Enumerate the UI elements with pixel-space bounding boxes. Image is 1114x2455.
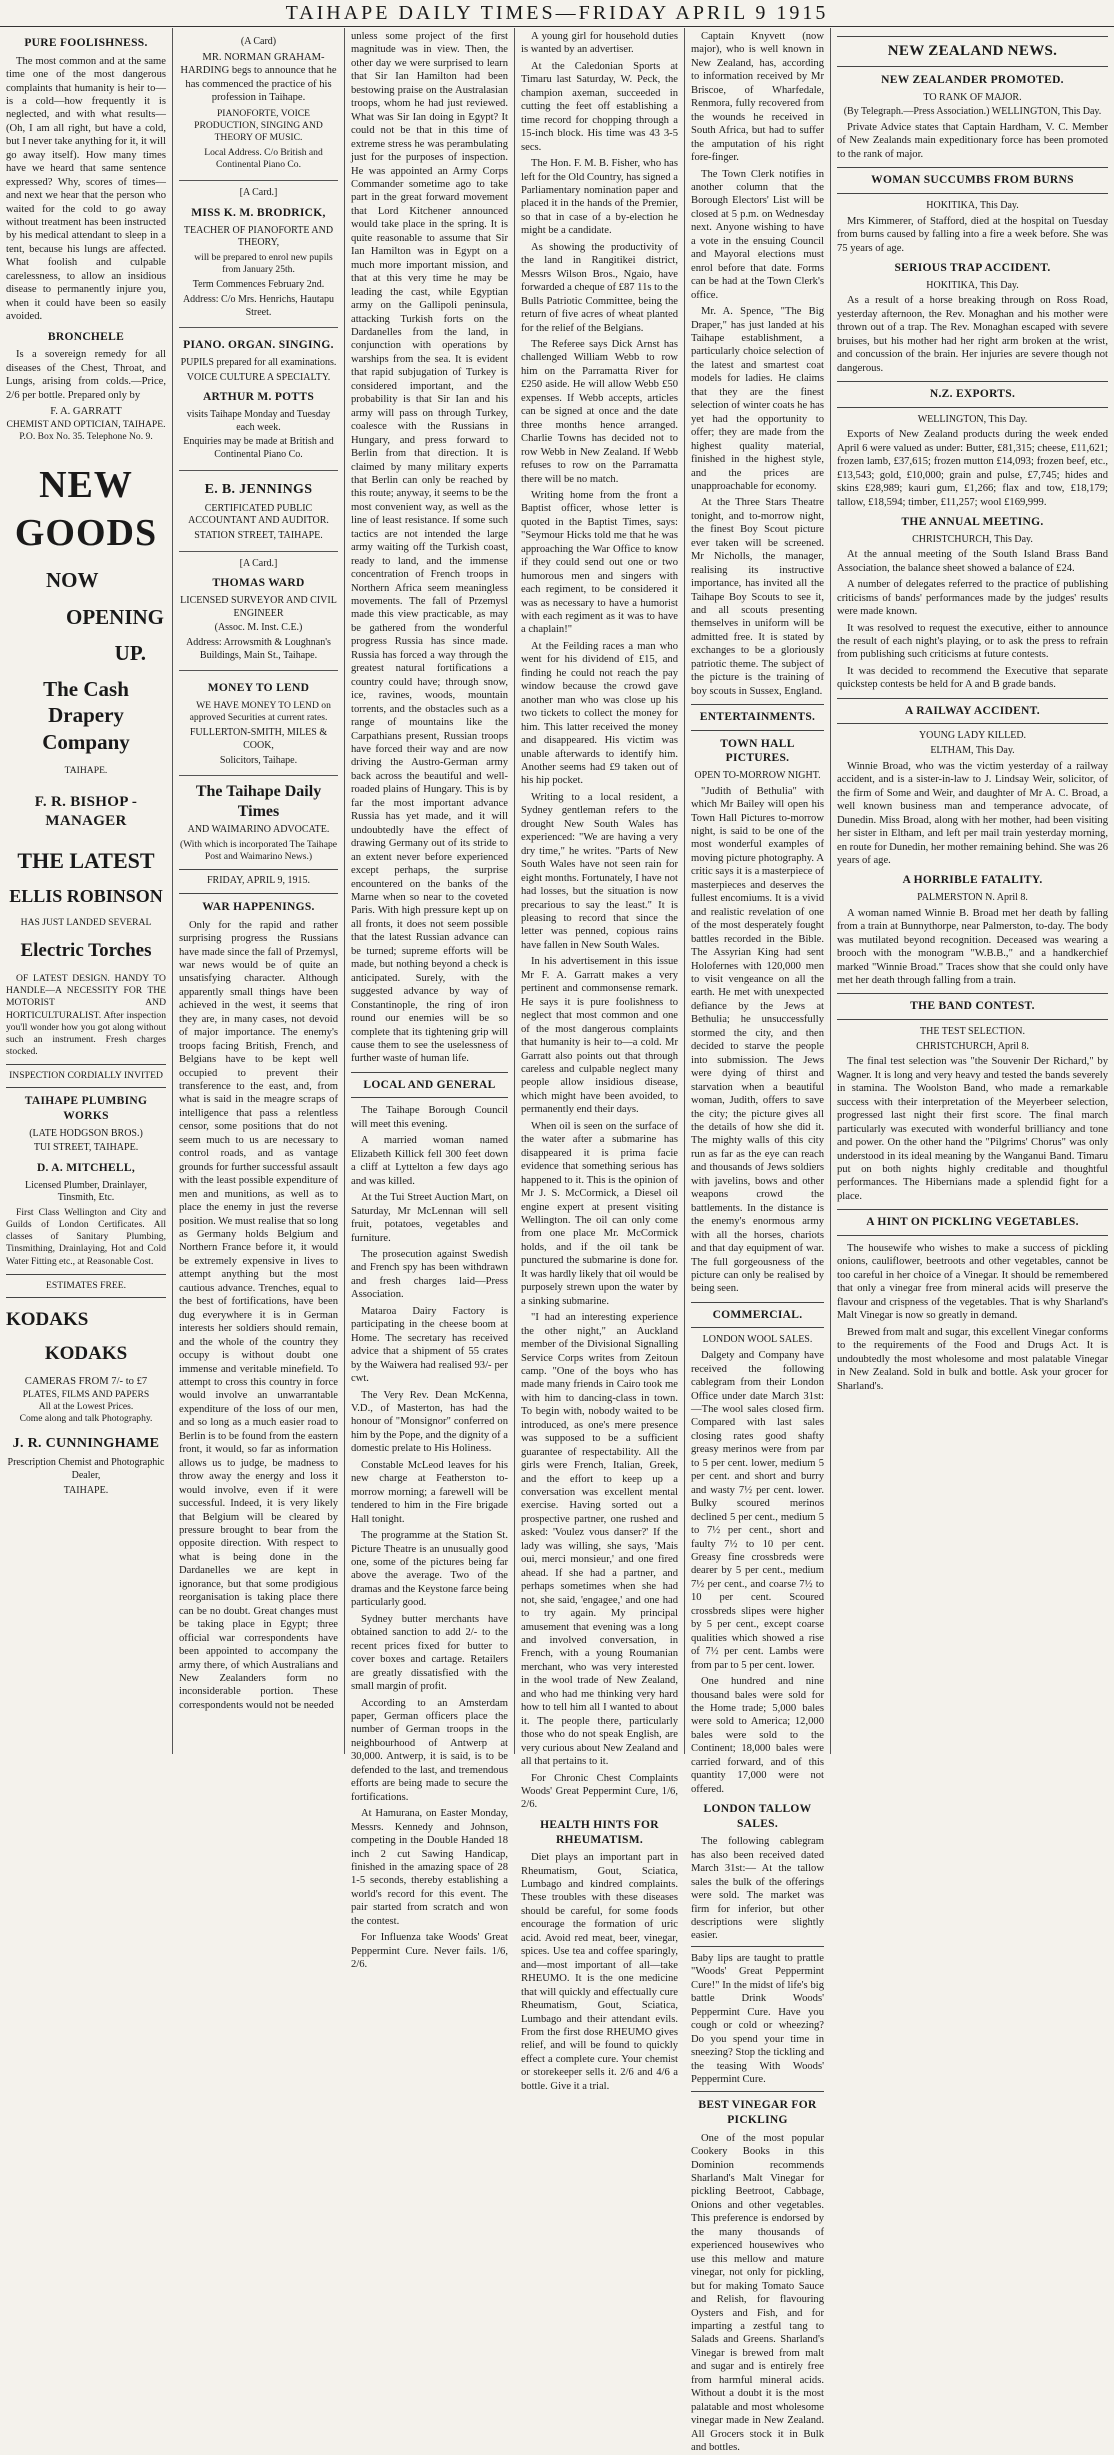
wool-text-2: One hundred and nine thousand bales were sold for the Home trade; 5,000 bales were sold to America; 12,000 bales were sold to the Continent; 18,000 bales were carried forward, and of this quantity 17,000 were not offered.: [691, 1676, 824, 1795]
card-label: [A Card.]: [239, 187, 278, 199]
opening-ad: OPENING: [66, 604, 165, 629]
times-sub: AND WAIMARINO ADVOCATE.: [187, 824, 330, 836]
meeting-text-2: A number of delegates referred to the practice of publishing criticisms of bands' performances made by the judges' results were made known.: [837, 579, 1108, 618]
bronchelle-heading: BRONCHELE: [47, 330, 125, 343]
manager-line: F. R. BISHOP - MANAGER: [34, 794, 138, 830]
cunninghame-town: TAIHAPE.: [63, 1484, 109, 1496]
term-line: Term Commences February 2nd.: [192, 279, 325, 291]
meeting-text-3: It was resolved to request the executive, either to announce the result of each night's playing, or to ask the press to refrain from publishing such criticisms at future contests.: [837, 622, 1108, 661]
band-heading: THE BAND CONTEST.: [837, 993, 1108, 1020]
graham-text: MR. NORMAN GRAHAM-HARDING begs to announce that he has commenced the practice of his profession in Taihape.: [180, 51, 337, 104]
jennings-name: E. B. JENNINGS: [204, 481, 313, 497]
railway-text: Winnie Broad, who was the victim yesterday of a railway accident, and is a sister-in-law to J. Lindsay Weir, solicitor, of the firm of Some and Weir, and daughter of Mr A. C. Broad, a well known business man and temperance advocate, of Dunedin. Miss Broad, along with her mother, had been visiting her sister in Eltham, and left per mail train yesterday morning, en route for Dunedin, her mother remaining behind. She was 26 years of age.: [837, 760, 1108, 866]
plumbing-sub: (LATE HODGSON BROS.): [29, 1127, 143, 1139]
electric-torches-ad: Electric Torches: [20, 940, 152, 962]
solicitors-line: Solicitors, Taihape.: [219, 754, 298, 766]
exports-text: Exports of New Zealand products during the week ended April 6 were valued as under: Butter, £81,315; cheese, £11,621; frozen lamb, £37,615; frozen mutton £14,093; frozen beef, etc., £13,543; gold, £10,000; grain and pulse, £7,745; hides and skins £28,989; kauri gum, £1,266; flax and tow, £18,179; tallow, £18,594; timber, £11,257; wool £169,999.: [837, 429, 1108, 508]
brodrick-text: will be prepared to enrol new pupils from January 25th.: [194, 252, 333, 276]
tallow-text: The following cablegram has also been received dated March 31st:— At the tallow sales the bulk of the offerings were sold. The market was firm for inferior, but other descriptions were slightly easier.: [691, 1836, 824, 1942]
new-goods-ad: NEW GOODS: [14, 463, 158, 555]
peppermint-verse: Baby lips are taught to prattle "Woods' Great Peppermint Cure!" In the midst of life's big battle Drink Woods' Peppermint Cure. Have you cough or cold or wheezing? Do you spend your time in sneezing? Stop the tickling and the teasing With Woods' Peppermint Cure.: [691, 1946, 824, 2093]
garratt-name: F. A. GARRATT: [50, 406, 122, 418]
local-news-paragraph: The Very Rev. Dean McKenna, V.D., of Masterton, has had the honour of "Monsignor" conferred on him by the Pope, and the dignity of a domestic prelate to His Holiness.: [351, 1389, 508, 1455]
meeting-heading: THE ANNUAL MEETING.: [901, 516, 1044, 529]
rheumatism-heading: HEALTH HINTS FOR RHEUMATISM.: [540, 1818, 659, 1846]
commercial-heading: COMMERCIAL.: [691, 1302, 824, 1329]
local-news-paragraph: According to an Amsterdam paper, German officers place the number of German troops in the neighbourhood of Antwerp at 30,000. Antwerp, it is said, is to be defended to the last, and tremendous efforts are being made to secure the fortifications.: [351, 1697, 508, 1803]
news-paragraph: Mr. A. Spence, "The Big Draper," has just landed at his Taihape establishment, a particularly choice selection of the latest and smartest coat models for ladies. He claims that they are the finest selection of winter coats he has yet had the opportunity to offer; they are made from the highest quality material, finished in the highest style, and the prices are unapproachable for economy.: [691, 306, 824, 492]
voice-line: VOICE CULTURE A SPECIALTY.: [186, 371, 331, 383]
the-latest-ad: THE LATEST: [17, 848, 155, 874]
ward-address: Address: Arrowsmith & Loughnan's Buildings, Main St., Taihape.: [186, 636, 331, 661]
trap-text: As a result of a horse breaking through on Ross Road, yesterday afternoon, the Rev. Monaghan and his mother were thrown out of a trap. The Rev. Monaghan escaped with severe bruises, but his mother had her right arm broken at the wrist, and concussion of the brain. Her injuries are severe though not dangerous.: [837, 295, 1108, 374]
come-along-line: Come along and talk Photography.: [19, 1413, 153, 1425]
news-paragraph: As showing the productivity of the land in Rangitikei district, Messrs Wilson Bros., Ngaio, have forwarded a cheque of £87 11s to the Bulls Patriotic Committee, being the return of five acres of wheat planted for the relief of the Belgians.: [521, 241, 678, 334]
fatality-dateline: PALMERSTON N. April 8.: [917, 892, 1028, 904]
plumbing-street: TUI STREET, TAIHAPE.: [33, 1142, 139, 1154]
promoted-text: Private Advice states that Captain Hardham, V. C. Member of New Zealands main expeditionary force has been promoted to the rank of major.: [837, 122, 1108, 160]
war-text-continued: unless some project of the first magnitude was in view. Then, the other day we were surprised to learn that Sir Ian Hamilton had been bestowing praise on the Australasian troops, whom he had just reviewed. What was Sir Ian doing in Egypt? It could not be that in this time of extreme stress he was perambulating just for the purposes of inspection. He was appointed an Army Corps Commander sometime ago to take part in the great forward movement that Lord Kitchener announced would take place in the spring. It is quite reasonable to assume that Sir Ian Hamilton was in Egypt on a much more important mission, and that at this very time he may be leading the cast, while Egyptian army on the Gallipoli peninsula, attacking Turkish forts on the Dardanelles from the land, in conjunction with operations by warships from the sea. It is evident that rapid subjugation of Turkey is considered important, and the probability is that Sir Ian and his army will pass on through Turkey, coalesce with the Russians in Hungary, and press forward to Berlin from that direction. It is claimed by many military experts that Berlin can only be reached by this route; anyway, it seems to be the most convenient way, as well as the line of least resistance. If some such tactics are not intended the large army waiting off the Turkish coast, ready to land, and the immense concentration of French troops in Northern Africa seem meaningless movements. The fall of Przemysl made this view practicable, as may be gathered from the wonderful progress Russia has since made. Russia has forced a way through the greatest natural fortifications a country could have; through snow, ice, ravines, woods, mountain torrents, and the obstacles such as a range of mountains like the Carpathians present, Russian troops have forced their way and are now driving the Austro-German army back across the beautiful and well-roaded plains of Hungary. This is by far the most important advance Russia has yet made, and it will undoubtedly have the effect of drawing Germany out of its stride to an extent never before experienced except perhaps, the surprise encountered on the banks of the Marne when so near to the coveted Paris. With high pressure kept up on all fronts, it does not seem possible that the latest Russian advance can be turned; supreme efforts will be made, but nothing beyond a check is anticipated. Surely, with the suggested advance by way of Constantinople, the ring of iron round our enemies will be so complete that its tightening grip will cause them to see the uselessness of further waste of human life.: [351, 31, 508, 1065]
plumbing-text: First Class Wellington and City and Guilds of London Certificates. All classes of Sanitary Plumbing, Tinsmithing, Drainlaying, Hot and Cold Water Fitting etc., at Reasonable Cost.: [6, 1206, 166, 1267]
landed-line: HAS JUST LANDED SEVERAL: [20, 917, 152, 929]
up-ad: UP.: [114, 640, 146, 665]
news-paragraph: "I had an interesting experience the other night," an Auckland member of the Divisional Signalling Service Corps writes from Zeitoun camp. "One of the boys who has made many friends in Cairo took me with him to dancing-class in town. To begin with, nobody waited to be introduced, as one's mere presence was supposed to be a sufficient guarantee of respectability. All the girls were French, Italian, Greek, and the effort to keep up a conversation was excellent mental exercise. Having sorted out a prospective partner, one rushed and asked: 'Voulez vous danser?' If the lady was willing, she says, 'Mais oui, merci monsieur,' and one fired ahead. If she had a partner, and perhaps sometimes when she had not, she said, 'engagee,' and one had to try again. My principal amusement that evening was a long and involved conversation, in French, with a young Roumanian merchant, who was very interested in the wool trade of New Zealand, and who had me thinking very hard how to tell him all I wanted to about it. The people there, particularly those who do not speak English, are very curious about New Zealand and all that pertains to it.: [521, 1312, 678, 1768]
potts-ad: [179, 328, 338, 470]
trap-heading: SERIOUS TRAP ACCIDENT.: [894, 262, 1051, 275]
column-5: [685, 30, 830, 2454]
fatality-text: A woman named Winnie B. Broad met her death by falling from a train at Bunnythorpe, near Palmerston, to-day. The body was mutilated beyond recognition. Deceased was wearing a brooch with the monogram "W.B.B.," and a handkerchief marked "Winnie Broad." Traces show that she could only have met her death through falling from a train.: [837, 907, 1108, 986]
pickling-text: The housewife who wishes to make a success of pickling onions, cauliflower, beetroots and other vegetables, cannot be too careful in her choice of a Vinegar. It should be remembered that only a vinegar free from mineral acids will preserve the flavour and crispness of the vegetables. That is why Sharland's Malt Vinegar is now so greatly in demand.: [837, 1242, 1108, 1322]
railway-heading: A RAILWAY ACCIDENT.: [837, 698, 1108, 725]
news-paragraph: Writing home from the front a Baptist officer, whose letter is quoted in the Baptist Times, says: "Seymour Hicks told me that he was approaching the War Office to know if they could send out one or two humorous men and singers with each regiment, to be considered it was as necessary to have a humorist with each regiment as it was to have a chaplain!": [521, 489, 678, 636]
fatality-heading: A HORRIBLE FATALITY.: [902, 874, 1043, 887]
cameras-line: CAMERAS FROM 7/- to £7: [24, 1376, 148, 1388]
burns-text: Mrs Kimmerer, of Stafford, died at the hospital on Tuesday from burns caused by falling into a fire a week before. She was 75 years of age.: [837, 215, 1108, 254]
trap-dateline: HOKITIKA, This Day.: [926, 279, 1019, 291]
nz-news-heading: NEW ZEALAND NEWS.: [837, 36, 1108, 67]
brodrick-address: Address: C/o Mrs. Henrichs, Hautapu Street.: [182, 294, 335, 318]
jennings-ad: [179, 471, 338, 552]
local-news-paragraph: For Influenza take Woods' Great Peppermint Cure. Never fails. 1/6, 2/6.: [351, 1932, 508, 1971]
local-news-paragraph: A married woman named Elizabeth Killick fell 300 feet down a cliff at Lyttelton a few days ago and was killed.: [351, 1135, 508, 1187]
inspection-line: INSPECTION CORDIALLY INVITED: [6, 1064, 166, 1088]
fullerton-line: FULLERTON-SMITH, MILES & COOK,: [189, 727, 328, 751]
cash-drapery-town: TAIHAPE.: [64, 764, 108, 776]
times-heading: The Taihape Daily Times: [195, 783, 322, 821]
local-news-paragraph: Constable McLeod leaves for his new charge at Featherston to-morrow morning; a farewell will be tendered to him in the Fire brigade Hall tonight.: [351, 1459, 508, 1525]
selection-heading: THE TEST SELECTION.: [920, 1026, 1025, 1038]
local-general-heading: LOCAL AND GENERAL: [351, 1072, 508, 1099]
mitchell-name: D. A. MITCHELL,: [36, 1161, 136, 1174]
potts-text: visits Taihape Monday and Tuesday each week.: [186, 408, 331, 433]
cash-drapery-ad: The Cash Drapery Company: [42, 677, 130, 754]
graham-address: Local Address. C/o British and Continental Piano Co.: [204, 147, 323, 171]
column-2: [173, 30, 344, 1752]
local-news-paragraph: At the Tui Street Auction Mart, on Saturday, Mr McLennan will sell fruit, potatoes, vegetables and furniture.: [351, 1192, 508, 1244]
exports-heading: N.Z. EXPORTS.: [837, 381, 1108, 408]
railway-sub: YOUNG LADY KILLED.: [918, 730, 1027, 742]
band-dateline: CHRISTCHURCH, April 8.: [916, 1040, 1029, 1052]
potts-name: ARTHUR M. POTTS: [202, 391, 315, 404]
local-news-paragraph: Mataroa Dairy Factory is participating in the cheese boom at Home. The secretary has received advice that a shipment of 55 crates by the Waiwera had realised 93/- per cwt.: [351, 1305, 508, 1385]
judith-text: "Judith of Bethulia" with which Mr Bailey will open his Town Hall Pictures to-morrow night, is said to be one of the most wonderful examples of moving picture photography. A critic says it is a masterpiece of masterpieces and deserves the fullest encomiums. It is a vivid and realistic revelation of one of the most desperately fought battles recorded in the Bible. The Assyrian King had sent Holofernes with 120,000 men to visit vengeance on all the earth. He met with unexpected defiance by the Jews at Bethulia; he unsuccessfully stormed the city, and then decided to starve the people into submission. The Jews were dying of thirst and starvation when a beautiful woman, Judith, offers to save the city; the picture gives all the details of how she did it. The mighty walls of this city run as far as the eye can reach and thousands of Jews soldiers with javelins, bows and other weapons crowd the battlements. In the distance is the enemy's enormous army with all the horses, chariots and that day equipment of war. The full gorgeousness of the picture can only be realised by being seen.: [691, 785, 824, 1295]
news-paragraph: A young girl for household duties is wanted by an advertiser.: [521, 31, 678, 56]
news-paragraph: At the Three Stars Theatre tonight, and to-morrow night, the finest Boy Scout picture ever taken will be screened. Mr Nicholls, the manager, realising its instructive importance, has invited all the Taihape Boy Scouts to see it, and all scouts presenting themselves in uniform will be admitted free. It is stated by exchanges to be a gloriously patriotic theme. The subject of the picture is the training of boy scouts in Sussex, England.: [691, 497, 824, 697]
pickling-heading: A HINT ON PICKLING VEGETABLES.: [837, 1209, 1108, 1236]
now-ad: NOW: [46, 568, 99, 593]
news-paragraph: The Referee says Dick Arnst has challenged William Webb to row him on the Parramatta River for £250 aside. He will allow Webb £50 expenses. If Webb accepts, articles can be signed at once and the date three months hence arranged. Charlie Towns has decided not to row Webb in New Zealand. If Webb refuses to row on the Parramatta there will be no match.: [521, 338, 678, 485]
estimates-line: ESTIMATES FREE.: [6, 1274, 166, 1298]
garratt-contact: P.O. Box No. 35. Telephone No. 9.: [19, 430, 153, 442]
vinegar-heading: BEST VINEGAR FOR PICKLING: [698, 2099, 817, 2127]
kodaks-ad-2: KODAKS: [44, 1342, 128, 1364]
vinegar-text: One of the most popular Cookery Books in this Dominion recommends Sharland's Malt Vinegar for pickling Beetroot, Cabbage, Onions and other vegetables. This preference is endorsed by the many thousands of experienced housewives who use this mellow and mature vinegar, not only for pickling, but for making Tomato Sauce and Relish, for flavouring Oysters and Fish, and for imparting a zestful tang to Salads and Greens. Sharland's Vinegar is brewed from malt and sugar and is entirely free from harmful mineral acids. Without a doubt it is the most palatable and most wholesome vinegar made in New Zealand. All Grocers stock it in Bulk and bottles.: [691, 2132, 824, 2454]
wool-heading: LONDON WOOL SALES.: [702, 1334, 813, 1346]
piano-line: PIANO. ORGAN. SINGING.: [183, 339, 334, 352]
promoted-heading: NEW ZEALANDER PROMOTED.: [881, 74, 1064, 87]
local-news-paragraph: The prosecution against Swedish and French spy has been withdrawn and fresh charges laid—Press Association.: [351, 1249, 508, 1301]
ward-name: THOMAS WARD: [212, 577, 305, 590]
pure-foolishness-text: The most common and at the same time one of the most dangerous complaints that humanity is heir to—is a cold—how frequently it is neglected, and with what results—(Oh, I am all right, but have a cold, but I never take anything for it, it will go away itself). How many times have we heard that same sentence expressed? Why, scores of times—and next we hear that the person who waited for the cold to go away without treatment has been instructed by his medical attendant to sleep in a tent, because his lungs are affected. What foolish and culpable carelessness, to allow an insidious disease to permanently injure you, when it could have been so easily avoided.: [6, 55, 166, 323]
pupils-line: PUPILS prepared for all examinations.: [180, 357, 337, 369]
card-label: [A Card.]: [239, 557, 278, 569]
tallow-heading: LONDON TALLOW SALES.: [703, 1803, 812, 1830]
money-text: WE HAVE MONEY TO LEND on approved Securities at current rates.: [189, 699, 331, 724]
cunninghame-name: J. R. CUNNINGHAME: [12, 1436, 160, 1452]
news-paragraph: Writing to a local resident, a Sydney gentleman refers to the drought New South Wales has experienced: "We are having a very dry time," he writes. "Parts of New South Wales have not seen rain for eight months. Fortunately, I have not had losses, but the situation is now precarious to say the least." It is pleasing to record that since the letter was penned, copious rains have fallen in New South Wales.: [521, 791, 678, 951]
burns-dateline: HOKITIKA, This Day.: [926, 199, 1019, 211]
column-1: [0, 30, 172, 1752]
mitchell-title: Licensed Plumber, Drainlayer, Tinsmith, Etc.: [25, 1179, 147, 1204]
ward-card: [179, 552, 338, 672]
war-heading: WAR HAPPENINGS.: [202, 901, 315, 913]
ward-assoc: (Assoc. M. Inst. C.E.): [214, 622, 303, 634]
brodrick-card: [179, 181, 338, 328]
cunninghame-title: Prescription Chemist and Photographic Dealer,: [7, 1457, 165, 1481]
meeting-text-4: It was decided to recommend the Executive that separate quickstep contests be held for A and B grade bands.: [837, 665, 1108, 691]
wool-text: Dalgety and Company have received the following cablegram from their London Office under date March 31st:—The wool sales closed firm. Compared with last sales closing rates good shafty greasy merinos were from par to 5 per cent. lower, medium 5 per cent. and short and burry and wasty 7½ per cent. lower. Bulky scoured merinos declined 5 per cent., medium 5 to 7½ per cent., short and faulty 7½ to 10 per cent. Greasy fine crossbreds were dearer by 5 per cent., medium 7½ per cent., and coarse 7½ to 10 per cent. Scoured crossbreds slipes were higher by 5 per cent., except coarse qualities which showed a rise of 7½ per cent. Lambs were from par to 5 per cent. lower.: [691, 1350, 824, 1671]
entertainments-heading: ENTERTAINMENTS.: [691, 704, 824, 731]
times-note: (With which is incorporated The Taihape Post and Waimarino News.): [179, 838, 338, 863]
meeting-text: At the annual meeting of the South Island Brass Band Association, the balance sheet showed a balance of £24.: [837, 549, 1108, 574]
news-paragraph: At the Feilding races a man who went for his dividend of £15, and finding he could not reach the pay window because the crowd gave another man who was close up his two tickets to collect the money for him. This latter received the money and disappeared. His victim was unable afterwards to identify him. Another seems had £9 taken out of his hip pocket.: [521, 640, 678, 787]
graham-card: [179, 30, 338, 181]
column-3: [345, 30, 514, 1971]
prices-line: All at the Lowest Prices.: [38, 1401, 134, 1413]
column-6: [831, 30, 1114, 1752]
local-news-paragraph: At Hamurana, on Easter Monday, Messrs. Kennedy and Johnson, competing in the Double Handed 18 inch 2 cut Sawing Handicap, finished in the amazing space of 28 1-5 seconds, thereby establishing a world's record for this event. The pair started from scratch and won the contest.: [351, 1808, 508, 1927]
news-paragraph: The Hon. F. M. B. Fisher, who has left for the Old Country, has signed a Parliamentary nomination paper and placed it in the hands of the Premier, so that in case of a by-election he might be a candidate.: [521, 158, 679, 237]
news-paragraphs: [691, 30, 824, 698]
promoted-sub: TO RANK OF MAJOR.: [923, 91, 1022, 103]
money-heading: MONEY TO LEND: [207, 682, 310, 695]
meeting-dateline: CHRISTCHURCH, This Day.: [912, 533, 1033, 545]
news-paragraphs: [521, 30, 678, 1812]
plates-line: PLATES, FILMS AND PAPERS: [22, 1388, 150, 1400]
open-heading: OPEN TO-MORROW NIGHT.: [694, 769, 821, 781]
burns-heading: WOMAN SUCCUMBS FROM BURNS: [837, 167, 1108, 194]
local-news-paragraph: Sydney butter merchants have obtained sanction to add 2/- to the recent prices fixed for butter to cover boxes and cartage. Retailers are greatly dissatisfied with the small margin of profit.: [351, 1613, 508, 1693]
local-news-paragraph: The Taihape Borough Council will meet this evening.: [351, 1105, 508, 1130]
news-paragraph: Captain Knyvett (now major), who is well known in New Zealand, has, according to information received by Mr Briscoe, of Wharfedale, Renmora, fully recovered from the wounds he received in South Africa, but had to suffer the amputation of his right fore-finger.: [691, 31, 824, 164]
plumbing-heading: TAIHAPE PLUMBING WORKS: [24, 1095, 148, 1123]
war-text: Only for the rapid and rather surprising progress the Russians have made since the fall of Przemysl, war news would be of quite an unsatisfying character. Although apparently small things have been achieved in the west, it seems that they are, in many cases, not devoid of major importance. The enemy's troops facing British, French, and Belgians have to be kept well occupied to prevent their transference to the east, and, from what is said in the meagre scraps of intelligence that pass a relentless censor, some positions that do not seem much to us are necessary to control roads, and as vantage grounds for further successful assault with the least possible expenditure of men and munitions, as well as to place the enemy in just the reverse position. We must realise that so long as Germany holds Belgium and Northern France before it, it would be extremely expensive in lives to attempt anything but the most cautious advance. Trenches, equal to the best of fortifications, have been dug everywhere it is in German interests her soldiers should remain, and the whole of the country they occupy is without doubt one immense and veritable minefield. To attempt to cross this country in force would involve an unwarrantable expenditure of the loss of our men, and so long as a much easier road to Berlin is to be found from the eastern front, it would, so far as information allows us to judge, be madness to throw away the energy and loss it would involve, even if it were successful. Indeed, it is very likely that Belgium will be cleared by pressure brought to bear from the opposite direction. With respect to what is being done in the Dardanelles we are kept in ignorance, but that some prodigious reorganisation is taking place there can be no doubt. Great changes must be taking place in Egypt; three official war correspondents have been appointed to accompany the army there, of which Australians and New Zealanders form no inconsiderable portion. These correspondents would not be needed: [179, 919, 338, 1711]
issue-date: FRIDAY, APRIL 9, 1915.: [179, 869, 338, 894]
brodrick-name: MISS K. M. BRODRICK,: [191, 207, 326, 220]
torches-text: OF LATEST DESIGN. HANDY TO HANDLE—A NECESSITY FOR THE MOTORIST AND HORTICULTURALIST. After inspection you'll wonder how you got along without such an instrument. Fresh charges stocked.: [6, 973, 166, 1058]
news-paragraph: In his advertisement in this issue Mr F. A. Garratt makes a very pertinent and commonsense remark. He says it is pure foolishness to neglect that most common and one of the most dangerous complaints that humanity is heir to—a cold. Mr Garratt also points out that through careless and culpable neglect many people allow insidious disease, which might have been avoided, to permanently end their days.: [521, 956, 678, 1116]
bronchelle-text: Is a sovereign remedy for all diseases of the Chest, Throat, and Lungs, arising from colds.—Price, 2/6 per bottle. Prepared only by: [6, 349, 166, 401]
potts-enquiries: Enquiries may be made at British and Continental Piano Co.: [183, 436, 334, 461]
town-hall-heading: TOWN HALL PICTURES.: [720, 737, 795, 765]
ward-title: LICENSED SURVEYOR AND CIVIL ENGINEER: [180, 594, 337, 619]
rheumatism-text: Diet plays an important part in Rheumatism, Gout, Sciatica, Lumbago and kindred complaints. These troubles with these diseases should be careful, for some foods encourage the formation of uric acid. Avoid red meat, beer, vinegar, spices. Use tea and coffee sparingly, and—most important of all—take RHEUMO. It is the one medicine that will quickly and effectually cure Rheumatism, Gout, Sciatica, Lumbago and their attendant evils. From the first dose RHEUMO gives relief, and will be found to quickly effect a complete cure. Your chemist or storekeeper sells it. 2/6 and 4/6 a bottle. Give it a trial.: [521, 1852, 678, 2092]
local-general-list: [351, 1104, 508, 1971]
garratt-title: CHEMIST AND OPTICIAN, TAIHAPE.: [6, 418, 166, 430]
jennings-street: STATION STREET, TAIHAPE.: [194, 529, 323, 541]
exports-dateline: WELLINGTON, This Day.: [917, 413, 1028, 425]
railway-dateline: ELTHAM, This Day.: [930, 745, 1015, 757]
news-paragraph: When oil is seen on the surface of the water after a submarine has disappeared it is prima facie evidence that something serious has happened to it. This is the opinion of Mr J. S. McCormick, a Diesel oil engine expert at present visiting Wellington. The oil can only come from one place Mr. McCormick holds, and if the oil tank be punctured the submarine is done for. It was hardly likely that oil would be purposely strewn upon the water by a sinking submarine.: [521, 1120, 678, 1307]
local-news-paragraph: The programme at the Station St. Picture Theatre is an unusually good one, some of the pictures being far above the average. Two of the dramas and the Keystone farce being particularly good.: [351, 1530, 508, 1609]
kodaks-ad-1: KODAKS: [6, 1308, 89, 1330]
jennings-title: CERTIFICATED PUBLIC ACCOUNTANT AND AUDITOR.: [188, 502, 329, 527]
band-text: The final test selection was "the Souvenir Der Richard," by Wagner. It is long and very heavy and tested the bands severely in stamina. The Woolston Band, who made a remarkable success with their interpretation of the Meyerbeer selection, progressed last night their first score. The final march particularly was executed with wonderful brilliancy and tone and power. On the other hand the "Pilgrims' Chorus" was only understood in its ideal meaning by the Wanganui Band. Timaru put on both nights highly creditable and thoughtful performances. The Hibernians made a splendid fight for a place.: [837, 1056, 1108, 1202]
news-paragraph: At the Caledonian Sports at Timaru last Saturday, W. Peck, the champion axeman, succeeded in cutting the feet off establishing a time record for chopping through a 15-inch block. His time was 43 3-5 secs.: [521, 60, 678, 153]
money-ad: [179, 671, 338, 776]
ellis-robinson-ad: ELLIS ROBINSON: [9, 885, 163, 906]
news-paragraph: The Town Clerk notifies in another column that the Borough Electors' List will be closed at 5 p.m. on Wednesday next. Anyone wishing to have a vote in the ensuing Council and Mayoral elections must enrol before that date. Forms can be had at the Town Clerk's office.: [691, 168, 824, 301]
brodrick-title: TEACHER OF PIANOFORTE AND THEORY,: [183, 224, 334, 249]
promoted-dateline: (By Telegraph.—Press Association.) WELLINGTON, This Day.: [843, 106, 1102, 118]
news-paragraph: For Chronic Chest Complaints Woods' Great Peppermint Cure, 1/6, 2/6.: [521, 1772, 678, 1811]
pickling-text-2: Brewed from malt and sugar, this excellent Vinegar conforms to the requirements of the Food and Drugs Act. It is undoubtedly the most wholesome and most palatable Vinegar in New Zealand. Sold in bulk and bottle. Ask your grocer for Sharland's.: [837, 1326, 1108, 1392]
pure-foolishness-heading: PURE FOOLISHNESS.: [24, 37, 148, 49]
masthead: TAIHAPE DAILY TIMES—FRIDAY APRIL 9 1915: [0, 0, 1114, 27]
card-label: (A Card): [240, 36, 277, 47]
graham-caps: PIANOFORTE, VOICE PRODUCTION, SINGING AND THEORY OF MUSIC.: [194, 107, 323, 143]
column-4: [515, 30, 684, 2092]
